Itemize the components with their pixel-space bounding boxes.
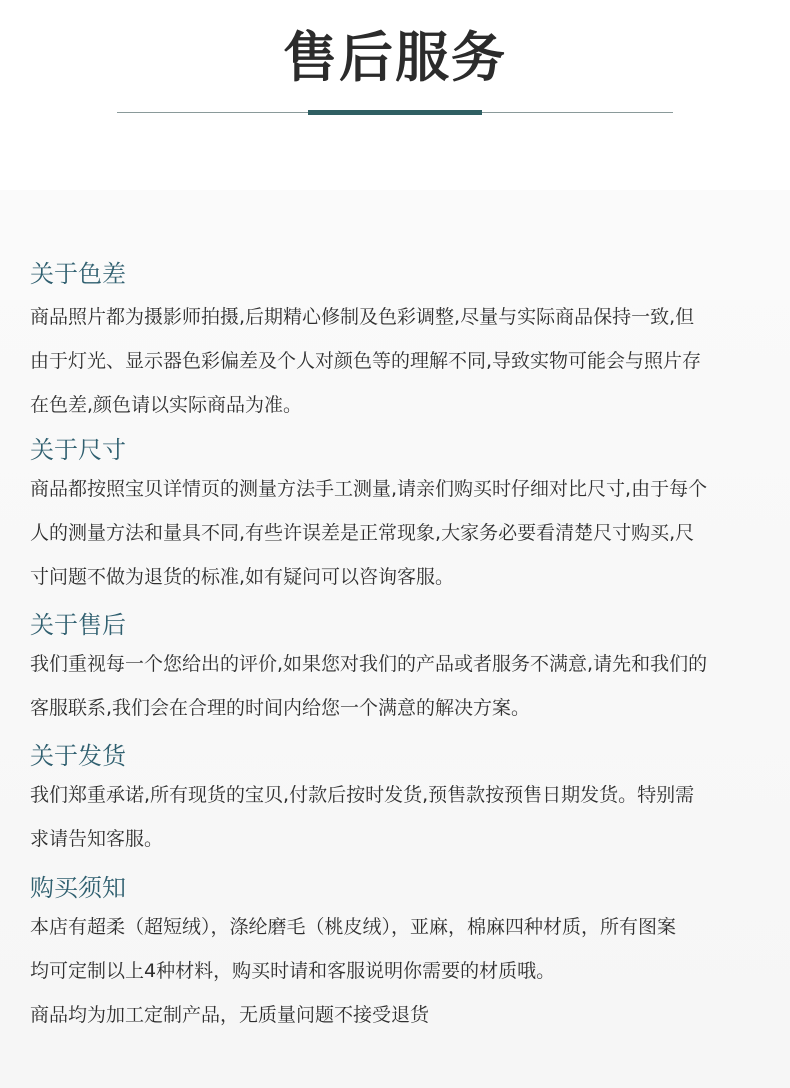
section-text-line: 商品均为加工定制产品，无质量问题不接受退货 — [30, 1004, 430, 1026]
content-area — [0, 190, 790, 1088]
section-text-line: 客服联系,我们会在合理的时间内给您一个满意的解决方案。 — [30, 697, 531, 719]
page-title: 售后服务 — [283, 26, 507, 89]
section-text-line: 商品照片都为摄影师拍摄,后期精心修制及色彩调整,尽量与实际商品保持一致,但 — [30, 306, 695, 328]
section-text-line: 均可定制以上4种材料，购买时请和客服说明你需要的材质哦。 — [30, 960, 556, 982]
section-text-line: 我们郑重承诺,所有现货的宝贝,付款后按时发货,预售款按预售日期发货。特别需 — [30, 784, 695, 806]
section-after-sales — [30, 608, 770, 730]
section-text-line: 在色差,颜色请以实际商品为准。 — [30, 394, 303, 416]
section-heading: 关于色差 — [30, 260, 126, 288]
section-shipping — [30, 739, 770, 861]
section-text-line: 求请告知客服。 — [30, 828, 164, 850]
section-text-line: 由于灯光、显示器色彩偏差及个人对颜色等的理解不同,导致实物可能会与照片存 — [30, 350, 702, 372]
section-purchase-notice — [30, 871, 770, 1037]
section-heading: 关于售后 — [30, 611, 126, 639]
page-header — [0, 0, 790, 190]
section-heading: 关于尺寸 — [30, 436, 126, 464]
section-text-line: 寸问题不做为退货的标准,如有疑问可以咨询客服。 — [30, 566, 455, 588]
title-divider-accent — [308, 110, 482, 115]
section-size — [30, 433, 770, 599]
section-heading: 购买须知 — [30, 874, 126, 902]
section-text-line: 我们重视每一个您给出的评价,如果您对我们的产品或者服务不满意,请先和我们的 — [30, 653, 708, 675]
section-color-difference — [30, 257, 770, 427]
section-text-line: 本店有超柔（超短绒），涤纶磨毛（桃皮绒），亚麻，棉麻四种材质，所有图案 — [30, 916, 677, 938]
section-heading: 关于发货 — [30, 742, 126, 770]
section-text-line: 商品都按照宝贝详情页的测量方法手工测量,请亲们购买时仔细对比尺寸,由于每个 — [30, 478, 708, 500]
section-text-line: 人的测量方法和量具不同,有些许误差是正常现象,大家务必要看清楚尺寸购买,尺 — [30, 522, 695, 544]
